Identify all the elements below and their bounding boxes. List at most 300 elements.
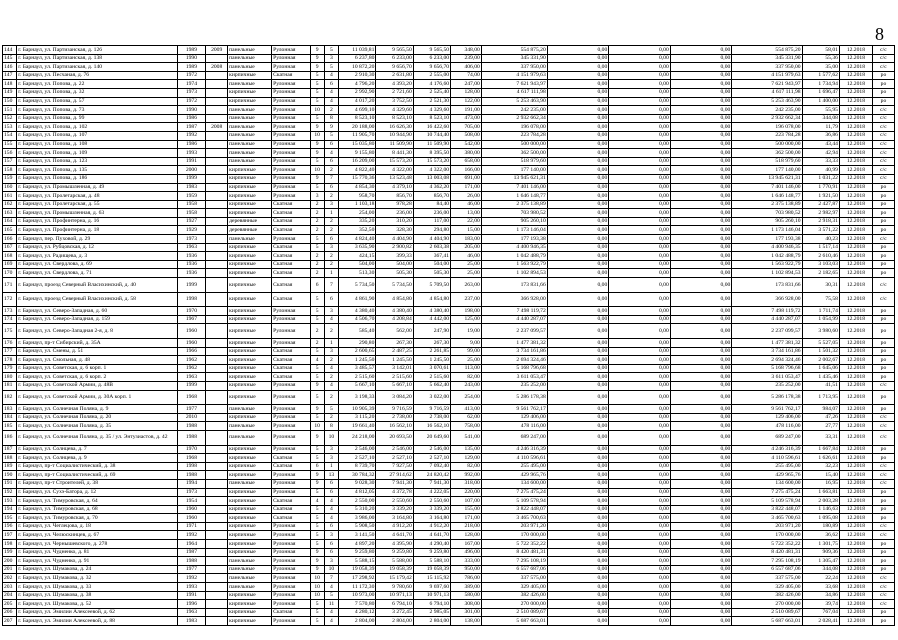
table-cell: ро: [872, 505, 894, 514]
table-cell: 4 110 596,61: [481, 454, 547, 463]
table-cell: 0,00: [547, 209, 609, 218]
table-cell: 413,00: [451, 405, 482, 414]
table-cell: 4 329,60: [413, 106, 450, 115]
table-cell: 0,00: [547, 430, 609, 445]
table-cell: 134 600,00: [481, 479, 547, 488]
table-cell: 1 245,50: [339, 356, 376, 365]
table-cell: Скатная: [272, 373, 310, 382]
table-cell: 0,00: [609, 260, 671, 269]
table-cell: 4 824,40: [339, 235, 376, 244]
table-cell: 180: [3, 373, 17, 382]
table-cell: 6: [324, 80, 338, 89]
table-row: [3, 166, 895, 175]
table-cell: 5 253 463,90: [481, 97, 547, 106]
table-cell: 2 631,80: [376, 71, 413, 80]
table-cell: [206, 235, 228, 244]
table-cell: [206, 106, 228, 115]
table-cell: 12.2018: [839, 243, 872, 252]
table-cell: 175: [3, 324, 17, 339]
table-cell: г. Барнаул, проезд Северный Власихинский, д. 58: [17, 292, 177, 307]
table-cell: 1 042 488,79: [481, 252, 547, 261]
table-cell: 380,00: [451, 149, 482, 158]
table-cell: 207: [3, 617, 17, 626]
table-cell: 20 649,60: [413, 430, 450, 445]
table-cell: 0,00: [670, 356, 732, 365]
table-cell: 1970: [177, 445, 206, 454]
table-cell: ро: [872, 71, 894, 80]
table-cell: панельные: [228, 574, 272, 583]
table-cell: 950,00: [451, 565, 482, 574]
table-cell: с/с: [872, 149, 894, 158]
table-cell: 0,00: [670, 364, 732, 373]
table-cell: 758,00: [451, 422, 482, 431]
table-cell: 348,00: [451, 46, 482, 55]
table-cell: Скатная: [272, 269, 310, 278]
table-cell: панельные: [228, 63, 272, 72]
table-cell: Рулонная: [272, 565, 310, 574]
table-cell: 12.2018: [839, 454, 872, 463]
table-cell: 0,00: [547, 252, 609, 261]
table-cell: 1977: [177, 405, 206, 414]
table-row: [3, 243, 895, 252]
table-cell: 10: [310, 574, 324, 583]
table-cell: 1 477 381,32: [481, 339, 547, 348]
table-cell: панельные: [228, 157, 272, 166]
table-cell: кирпичные: [228, 540, 272, 549]
table-cell: 5 667,10: [376, 381, 413, 390]
table-cell: 1 301,75: [802, 540, 839, 549]
table-cell: 194: [3, 505, 17, 514]
table-cell: 0,00: [547, 97, 609, 106]
table-cell: Рулонная: [272, 548, 310, 557]
table-cell: 0,00: [670, 174, 732, 183]
table-cell: 3 141,50: [339, 531, 376, 540]
table-cell: 152: [3, 114, 17, 123]
table-cell: 12.2018: [839, 373, 872, 382]
table-row: [3, 217, 895, 226]
table-cell: 562,00: [376, 324, 413, 339]
table-cell: 2: [324, 373, 338, 382]
table-cell: 12.2018: [839, 600, 872, 609]
table-cell: Рулонная: [272, 140, 310, 149]
table-cell: 197: [3, 531, 17, 540]
table-cell: 554 875,20: [481, 46, 547, 55]
table-cell: 4 151 979,63: [732, 71, 802, 80]
table-cell: 7 275 475,24: [481, 488, 547, 497]
table-cell: 12.2018: [839, 422, 872, 431]
table-cell: 5 109 578,94: [732, 497, 802, 506]
table-cell: [206, 462, 228, 471]
table-cell: Скатная: [272, 209, 310, 218]
table-cell: 344,08: [802, 565, 839, 574]
table-cell: 0,00: [547, 413, 609, 422]
table-cell: 158: [3, 166, 17, 175]
table-cell: с/с: [872, 54, 894, 63]
table-cell: 554 875,20: [732, 46, 802, 55]
table-cell: 12.2018: [839, 106, 872, 115]
table-cell: 337 950,00: [481, 63, 547, 72]
table-cell: 0,00: [609, 315, 671, 324]
table-cell: 4 912,20: [413, 522, 450, 531]
table-cell: 0,00: [670, 131, 732, 140]
table-cell: 909,36: [802, 548, 839, 557]
table-cell: 12.2018: [839, 574, 872, 583]
table-cell: 191,00: [451, 106, 482, 115]
table-cell: 16,95: [802, 479, 839, 488]
table-cell: 0,00: [670, 531, 732, 540]
table-cell: 8 523,10: [413, 114, 450, 123]
table-cell: 0,00: [670, 209, 732, 218]
table-cell: 5: [310, 514, 324, 523]
table-row: [3, 548, 895, 557]
table-cell: [206, 226, 228, 235]
table-cell: 30 784,32: [339, 471, 376, 480]
table-cell: с/с: [872, 422, 894, 431]
table-cell: 5: [310, 97, 324, 106]
table-cell: 0,00: [547, 324, 609, 339]
table-row: [3, 583, 895, 592]
table-cell: 1973: [177, 235, 206, 244]
table-cell: 12.2018: [839, 462, 872, 471]
table-row: [3, 209, 895, 218]
table-cell: [206, 522, 228, 531]
table-row: [3, 574, 895, 583]
table-cell: 1 245,50: [413, 356, 450, 365]
table-cell: 9 656,70: [413, 63, 450, 72]
table-cell: панельные: [228, 106, 272, 115]
table-cell: 5 286 178,38: [732, 390, 802, 405]
table-cell: ро: [872, 540, 894, 549]
table-cell: 7 941,30: [413, 479, 450, 488]
table-cell: 0,00: [547, 514, 609, 523]
table-cell: 173: [3, 307, 17, 316]
table-cell: 9 565,50: [413, 46, 450, 55]
table-cell: 15 770,36: [339, 174, 376, 183]
table-cell: 1954: [177, 497, 206, 506]
table-cell: [206, 497, 228, 506]
table-cell: 2: [324, 390, 338, 405]
table-cell: с/с: [872, 462, 894, 471]
table-cell: 0,00: [547, 243, 609, 252]
table-cell: г. Барнаул, ул. Шумакова, д. 52: [17, 600, 177, 609]
table-cell: Рулонная: [272, 192, 310, 201]
table-cell: 0,00: [609, 235, 671, 244]
table-cell: г. Барнаул, ул. Песчаная, д. 76: [17, 71, 177, 80]
table-cell: ро: [872, 209, 894, 218]
table-cell: 1967: [177, 315, 206, 324]
table-cell: [206, 617, 228, 626]
table-cell: Рулонная: [272, 339, 310, 348]
table-cell: 0,00: [609, 405, 671, 414]
table-cell: 3 611 053,47: [732, 373, 802, 382]
table-cell: 4 617 111,98: [732, 88, 802, 97]
table-cell: 5: [310, 540, 324, 549]
table-cell: 2 487,25: [376, 347, 413, 356]
table-cell: ро: [872, 565, 894, 574]
table-cell: 0,00: [670, 413, 732, 422]
table-cell: 10: [310, 583, 324, 592]
table-row: [3, 557, 895, 566]
table-cell: 703 980,52: [481, 209, 547, 218]
table-cell: ро: [872, 88, 894, 97]
table-cell: 10 744,40: [413, 131, 450, 140]
table-cell: 243,00: [451, 381, 482, 390]
table-cell: 658,00: [451, 157, 482, 166]
table-cell: 0,00: [547, 497, 609, 506]
table-cell: 172: [3, 292, 17, 307]
table-cell: ро: [872, 217, 894, 226]
table-cell: 0,00: [547, 63, 609, 72]
table-cell: 3 734 161,86: [732, 347, 802, 356]
table-cell: кирпичные: [228, 356, 272, 365]
table-row: [3, 413, 895, 422]
table-cell: 1988: [177, 471, 206, 480]
table-cell: 689 247,00: [732, 430, 802, 445]
table-cell: с/с: [872, 131, 894, 140]
table-cell: 2 237 099,57: [481, 324, 547, 339]
table-cell: кирпичные: [228, 522, 272, 531]
table-row: [3, 445, 895, 454]
table-cell: кирпичные: [228, 462, 272, 471]
table-cell: 10 872,20: [339, 63, 376, 72]
table-cell: 0,00: [547, 462, 609, 471]
table-cell: 1 435,46: [802, 373, 839, 382]
table-cell: 154: [3, 131, 17, 140]
table-cell: [206, 209, 228, 218]
table-cell: 1962: [177, 364, 206, 373]
table-cell: г. Барнаул, пр-т Социалистический, д. 38: [17, 462, 177, 471]
table-cell: 183: [3, 405, 17, 414]
table-cell: 43,44: [802, 140, 839, 149]
table-cell: 223 784,28: [481, 131, 547, 140]
table-cell: 0,00: [547, 192, 609, 201]
table-cell: 2: [310, 209, 324, 218]
table-cell: 177 193,38: [732, 235, 802, 244]
table-cell: 0,00: [670, 149, 732, 158]
table-cell: 3 022,00: [413, 390, 450, 405]
table-cell: 135,00: [451, 445, 482, 454]
table-row: [3, 324, 895, 339]
table-cell: 1973: [177, 88, 206, 97]
table-cell: 0,00: [609, 63, 671, 72]
table-cell: Скатная: [272, 514, 310, 523]
table-cell: г. Барнаул, ул. Чеглецова, д. 18: [17, 522, 177, 531]
table-cell: 3: [324, 557, 338, 566]
table-cell: 0,00: [547, 46, 609, 55]
table-cell: 8 420 481,31: [481, 548, 547, 557]
table-cell: 3: [324, 200, 338, 209]
table-cell: 4 854,80: [376, 292, 413, 307]
table-cell: 12.2018: [839, 430, 872, 445]
table-row: [3, 617, 895, 626]
table-cell: 0,00: [670, 260, 732, 269]
table-cell: 12.2018: [839, 591, 872, 600]
table-cell: г. Барнаул, ул. Солнцева, д. 9: [17, 454, 177, 463]
table-cell: 15 179,42: [376, 574, 413, 583]
table-cell: 2 985,05: [413, 608, 450, 617]
table-cell: 150: [3, 97, 17, 106]
table-cell: 0,00: [670, 217, 732, 226]
table-cell: 496,00: [451, 548, 482, 557]
table-cell: 0,00: [547, 307, 609, 316]
table-cell: 6: [324, 548, 338, 557]
table-cell: 201: [3, 565, 17, 574]
table-cell: 2 002,67: [802, 356, 839, 365]
table-cell: г. Барнаул, ул. Северо-Западная, д. 159: [17, 315, 177, 324]
table-cell: 5: [310, 531, 324, 540]
table-cell: 328,30: [376, 226, 413, 235]
table-cell: г. Барнаул, ул. Шумакова, д. 33: [17, 583, 177, 592]
table-cell: 203 971,20: [732, 522, 802, 531]
table-cell: 4 854,80: [413, 292, 450, 307]
table-cell: 1 102 894,53: [732, 269, 802, 278]
table-cell: 0,00: [670, 123, 732, 132]
table-cell: 33,31: [802, 430, 839, 445]
table-cell: 12.2018: [839, 583, 872, 592]
table-cell: 2000: [177, 166, 206, 175]
table-cell: [206, 192, 228, 201]
table-cell: 4 897,20: [339, 540, 376, 549]
table-cell: 382 426,00: [732, 591, 802, 600]
table-cell: 0,00: [609, 80, 671, 89]
table-cell: 1963: [177, 243, 206, 252]
table-cell: 198: [3, 540, 17, 549]
table-cell: 3 070,61: [413, 364, 450, 373]
table-cell: 4: [310, 356, 324, 365]
table-cell: кирпичные: [228, 324, 272, 339]
table-cell: 0,00: [609, 157, 671, 166]
table-cell: ро: [872, 243, 894, 252]
table-cell: 5: [310, 454, 324, 463]
table-cell: 1963: [177, 608, 206, 617]
table-cell: 1 713,95: [802, 390, 839, 405]
table-cell: ро: [872, 339, 894, 348]
table-cell: 4 246 316,39: [732, 445, 802, 454]
table-cell: 3 822 448,07: [732, 505, 802, 514]
table-cell: с/с: [872, 479, 894, 488]
table-cell: 9: [310, 471, 324, 480]
table-cell: 2 932 662,34: [481, 114, 547, 123]
table-cell: 36,62: [802, 531, 839, 540]
table-cell: 2: [324, 324, 338, 339]
table-cell: 9: [310, 479, 324, 488]
table-cell: 6: [324, 183, 338, 192]
table-cell: 12.2018: [839, 471, 872, 480]
table-cell: Рулонная: [272, 557, 310, 566]
table-cell: 6 233,00: [413, 54, 450, 63]
table-cell: 113,00: [451, 364, 482, 373]
table-cell: 6 794,10: [376, 600, 413, 609]
table-cell: 0,00: [547, 114, 609, 123]
table-cell: ро: [872, 226, 894, 235]
table-cell: 1999: [177, 278, 206, 293]
table-cell: 183,00: [451, 235, 482, 244]
table-cell: Рулонная: [272, 149, 310, 158]
table-cell: [206, 445, 228, 454]
table-cell: 1989: [177, 63, 206, 72]
table-cell: 1 146,63: [802, 505, 839, 514]
table-cell: деревянные: [228, 226, 272, 235]
table-cell: 196 078,00: [481, 123, 547, 132]
table-cell: 0,00: [547, 356, 609, 365]
table-cell: 1991: [177, 157, 206, 166]
table-cell: 4: [324, 71, 338, 80]
table-cell: 6: [324, 235, 338, 244]
table-row: [3, 430, 895, 445]
table-cell: 0,00: [547, 174, 609, 183]
table-cell: 500 000,00: [732, 140, 802, 149]
table-cell: 0,00: [547, 315, 609, 324]
table-cell: г. Барнаул, ул. Радищева, д. 3: [17, 252, 177, 261]
table-cell: г. Барнаул, ул. Советская, д. 6 корп. 1: [17, 364, 177, 373]
table-cell: 0,00: [609, 557, 671, 566]
table-cell: 1959: [177, 192, 206, 201]
table-cell: 7 927,50: [376, 462, 413, 471]
table-cell: панельные: [228, 149, 272, 158]
table-cell: 129 406,00: [732, 413, 802, 422]
table-row: [3, 364, 895, 373]
table-cell: [206, 364, 228, 373]
table-cell: 149: [3, 88, 17, 97]
table-cell: 0,00: [670, 243, 732, 252]
table-cell: 1972: [177, 71, 206, 80]
table-cell: г. Барнаул, ул. Рубцовская, д. 12: [17, 243, 177, 252]
table-cell: 75,58: [802, 292, 839, 307]
table-cell: 184: [3, 413, 17, 422]
table-cell: Рулонная: [272, 488, 310, 497]
table-cell: 3 339,20: [376, 505, 413, 514]
table-cell: 117,00: [413, 217, 450, 226]
table-cell: 6: [324, 488, 338, 497]
table-cell: 0,00: [547, 608, 609, 617]
table-cell: 6 557 687,06: [481, 565, 547, 574]
table-cell: 40,23: [802, 235, 839, 244]
table-cell: 1958: [177, 200, 206, 209]
table-cell: 185: [3, 422, 17, 431]
table-cell: 1971: [177, 522, 206, 531]
table-cell: 4 380,40: [376, 307, 413, 316]
table-row: [3, 405, 895, 414]
table-cell: [206, 548, 228, 557]
table-cell: 5: [310, 157, 324, 166]
table-cell: 171,00: [451, 183, 482, 192]
table-cell: 0,00: [547, 123, 609, 132]
table-cell: ро: [872, 97, 894, 106]
table-cell: 0,00: [670, 479, 732, 488]
table-cell: Рулонная: [272, 522, 310, 531]
table-cell: Рулонная: [272, 235, 310, 244]
table-cell: 1960: [177, 339, 206, 348]
table-cell: 2: [324, 356, 338, 365]
table-cell: 0,00: [609, 430, 671, 445]
table-cell: 0,00: [609, 497, 671, 506]
table-cell: 9 028,30: [339, 479, 376, 488]
table-cell: 4: [324, 617, 338, 626]
table-cell: г. Барнаул, ул. Попова, д. 186: [17, 174, 177, 183]
table-cell: 0,00: [609, 88, 671, 97]
table-cell: 1 734,94: [802, 80, 839, 89]
table-cell: 0,00: [547, 479, 609, 488]
table-cell: 0,00: [670, 80, 732, 89]
table-cell: г. Барнаул, ул. Промышленная, д. 63: [17, 209, 177, 218]
table-cell: 2010: [177, 413, 206, 422]
table-row: [3, 608, 895, 617]
table-row: [3, 471, 895, 480]
table-cell: кирпичные: [228, 497, 272, 506]
table-cell: 4 222,05: [413, 488, 450, 497]
table-cell: 0,00: [670, 278, 732, 293]
table-cell: с/с: [872, 430, 894, 445]
